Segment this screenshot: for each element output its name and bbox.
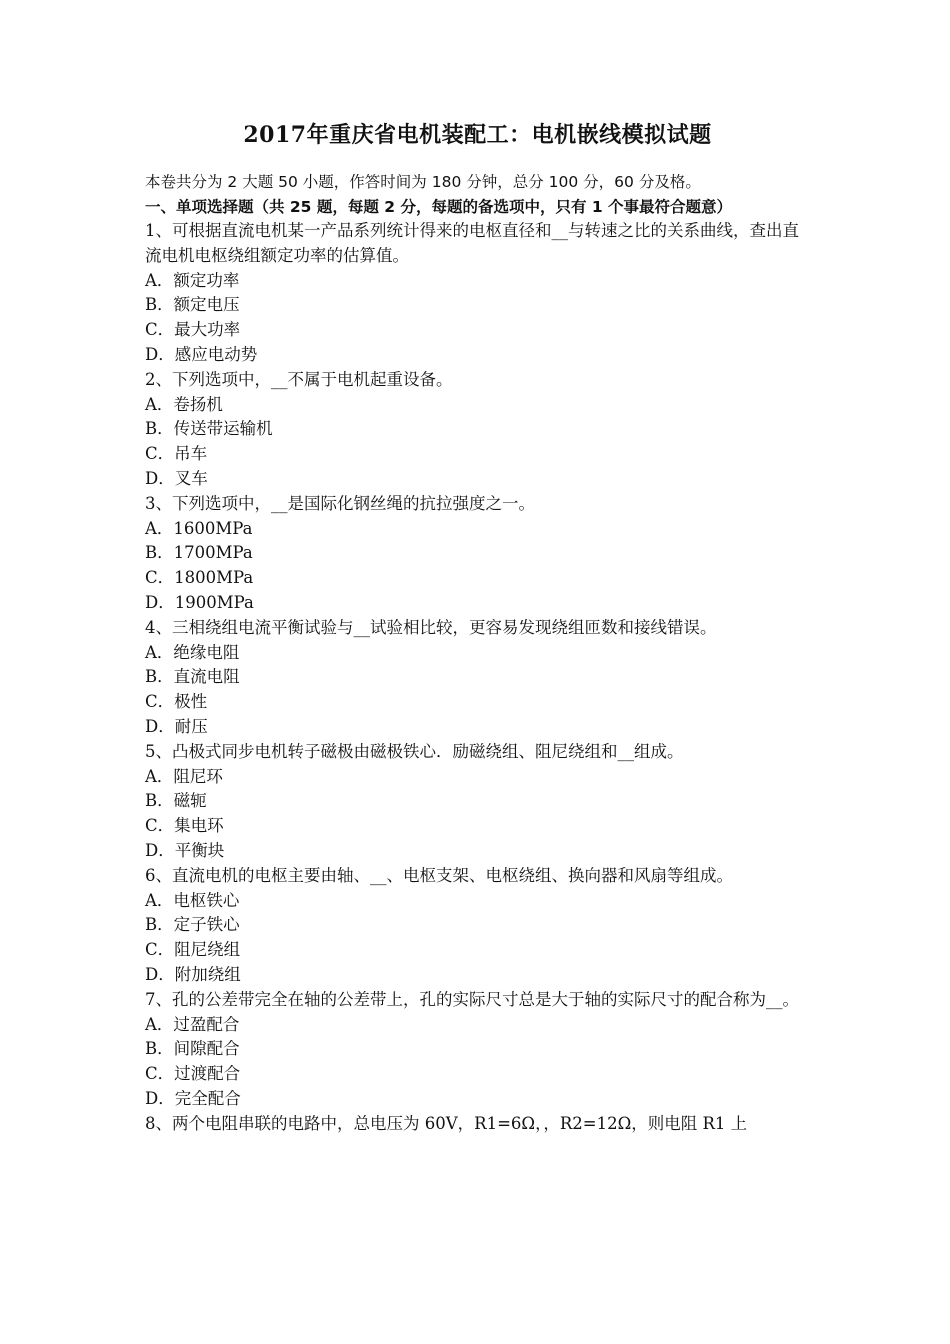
answer-option: C．吊车 [145, 444, 208, 464]
question-stem: 1、可根据直流电机某一产品系列统计得来的电枢直径和__与转速之比的关系曲线，查出直流电机电枢绕组额定功率的估算值。 [145, 221, 799, 265]
answer-option: B．间隙配合 [145, 1039, 240, 1059]
question-stem: 3、下列选项中，__是国际化钢丝绳的抗拉强度之一。 [145, 493, 535, 513]
answer-option: D．叉车 [145, 468, 208, 488]
answer-option: D．感应电动势 [145, 344, 258, 364]
question-stem: 6、直流电机的电枢主要由轴、__、电枢支架、电枢绕组、换向器和风扇等组成。 [145, 865, 733, 885]
question-item [145, 616, 810, 740]
answer-option: B．1700MPa [145, 543, 253, 563]
question-stem: 7、孔的公差带完全在轴的公差带上，孔的实际尺寸总是大于轴的实际尺寸的配合称为__。 [145, 989, 799, 1009]
answer-option: A．绝缘电阻 [145, 642, 240, 662]
answer-option: A．阻尼环 [145, 766, 223, 786]
answer-option: C．极性 [145, 692, 208, 712]
question-item [145, 740, 810, 864]
answer-option: C．阻尼绕组 [145, 940, 241, 960]
document-page [145, 118, 810, 1136]
question-item [145, 988, 810, 1112]
answer-option: A．电枢铁心 [145, 890, 240, 910]
document-title: 2017年重庆省电机装配工：电机嵌线模拟试题 [243, 122, 712, 148]
question-item [145, 368, 810, 492]
question-stem: 5、凸极式同步电机转子磁极由磁极铁心．励磁绕组、阻尼绕组和__组成。 [145, 741, 684, 761]
answer-option: A．额定功率 [145, 270, 240, 290]
answer-option: D．完全配合 [145, 1088, 241, 1108]
answer-option: B．额定电压 [145, 295, 240, 315]
answer-option: C．过渡配合 [145, 1064, 241, 1084]
answer-option: D．耐压 [145, 716, 208, 736]
answer-option: A．过盈配合 [145, 1014, 240, 1034]
answer-option: D．平衡块 [145, 840, 225, 860]
question-stem: 4、三相绕组电流平衡试验与__试验相比较，更容易发现绕组匝数和接线错误。 [145, 617, 717, 637]
answer-option: A．卷扬机 [145, 394, 223, 414]
question-item [145, 864, 810, 988]
answer-option: B．定子铁心 [145, 915, 240, 935]
answer-option: B．直流电阻 [145, 667, 240, 687]
section-heading: 一、单项选择题（共 25 题，每题 2 分，每题的备选项中，只有 1 个事最符合题意） [145, 198, 733, 216]
answer-option: C．最大功率 [145, 320, 241, 340]
question-item [145, 492, 810, 616]
question-stem: 8、两个电阻串联的电路中，总电压为 60V，R1=6Ω，，R2=12Ω，则电阻 R1 上 [145, 1113, 748, 1133]
exam-intro: 本卷共分为 2 大题 50 小题，作答时间为 180 分钟，总分 100 分，60 分及格。 [145, 173, 701, 191]
question-item [145, 219, 810, 368]
answer-option: A．1600MPa [145, 518, 253, 538]
answer-option: C．1800MPa [145, 568, 254, 588]
answer-option: D．附加绕组 [145, 964, 241, 984]
question-list [145, 219, 810, 1136]
answer-option: B．传送带运输机 [145, 419, 273, 439]
question-stem: 2、下列选项中，__不属于电机起重设备。 [145, 369, 453, 389]
question-item [145, 1112, 810, 1137]
answer-option: D．1900MPa [145, 592, 254, 612]
answer-option: C．集电环 [145, 816, 224, 836]
answer-option: B．磁轭 [145, 791, 207, 811]
